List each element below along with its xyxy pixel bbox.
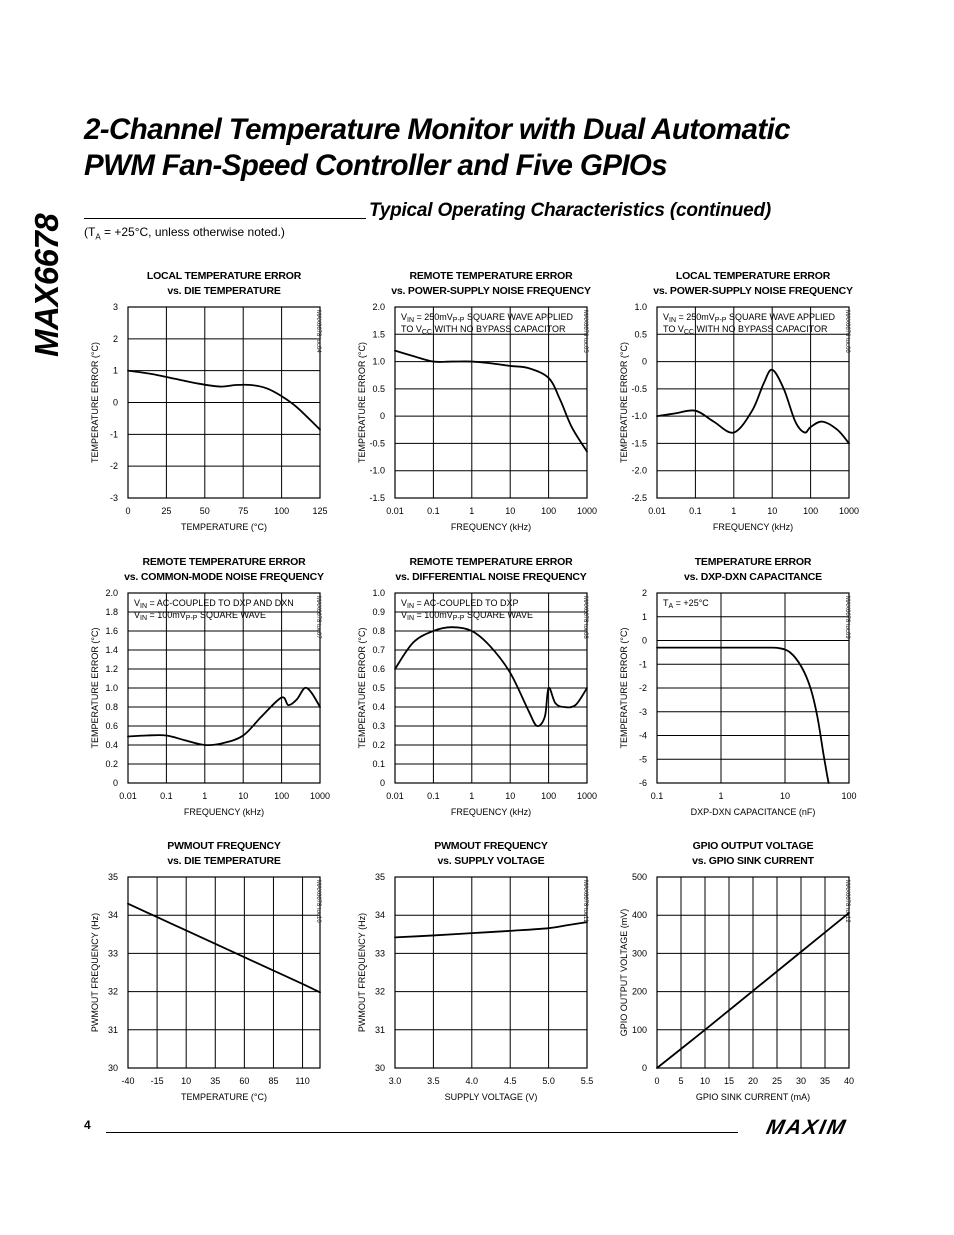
chart-title-line: GPIO OUTPUT VOLTAGE [692, 840, 814, 852]
conditions-subscript: A [95, 232, 101, 242]
y-tick-label: 0.5 [634, 329, 647, 340]
x-axis-label: TEMPERATURE (°C) [181, 522, 267, 532]
x-tick-label: 3.5 [427, 1076, 440, 1086]
x-tick-label: 10 [779, 791, 791, 801]
y-tick-label: -0.5 [631, 383, 647, 394]
y-tick-label: 1.6 [105, 626, 118, 636]
chart-title-line: vs. SUPPLY VOLTAGE [437, 855, 545, 867]
y-tick-label: 300 [631, 948, 647, 959]
y-tick-label: 0 [379, 778, 385, 788]
x-axis-label: FREQUENCY (kHz) [450, 807, 532, 817]
x-tick-label: 10 [238, 791, 249, 801]
chart-7 [90, 840, 321, 1102]
y-tick-label: 1 [641, 611, 647, 622]
x-tick-label: 5.5 [580, 1076, 594, 1086]
chart-1 [90, 270, 328, 532]
chart-title-line: LOCAL TEMPERATURE ERROR [146, 270, 302, 282]
side-part-number-text: MAX6678 [28, 213, 65, 357]
x-tick-label: 125 [312, 506, 328, 516]
y-tick-label: 35 [107, 872, 118, 882]
y-tick-label: 0.1 [372, 759, 385, 769]
annotation-line: TO $V_{CC}$ WITH NO BYPASS CAPACITOR [401, 324, 566, 336]
chart-title-line: TEMPERATURE ERROR [694, 556, 812, 568]
y-tick-label: 0 [112, 397, 118, 408]
y-axis-label: TEMPERATURE ERROR (°C) [357, 342, 367, 463]
chart-title-line: vs. COMMON-MODE NOISE FREQUENCY [124, 571, 324, 583]
x-tick-label: 10 [699, 1076, 711, 1086]
chart-title-line: REMOTE TEMPERATURE ERROR [409, 556, 573, 568]
x-tick-label: 0.1 [427, 791, 440, 801]
series-line [395, 922, 587, 937]
x-tick-label: 85 [268, 1076, 279, 1086]
x-tick-label: 4.5 [503, 1076, 517, 1086]
y-tick-label: -1 [638, 659, 647, 670]
y-axis-label: TEMPERATURE ERROR (°C) [357, 627, 367, 749]
y-tick-label: 0.3 [372, 721, 385, 731]
chart-8 [357, 840, 593, 1102]
y-tick-label: 0.5 [372, 683, 385, 693]
x-tick-label: 0.01 [119, 791, 137, 801]
x-tick-label: 5 [678, 1076, 684, 1086]
annotation-line: $V_{IN}$ = AC-COUPLED TO DXP AND DXN [134, 598, 294, 610]
y-axis-label: PWMOUT FREQUENCY (Hz) [90, 912, 100, 1033]
series-line [395, 351, 587, 452]
y-tick-label: 33 [107, 948, 118, 959]
x-tick-label: 0.01 [386, 506, 404, 516]
figure-code: MAX6678 toc10 [315, 880, 321, 923]
figure-code: MAX6678 toc08 [582, 596, 588, 639]
y-tick-label: -2.5 [631, 493, 647, 503]
x-axis-label: GPIO SINK CURRENT (mA) [695, 1092, 811, 1102]
y-tick-label: 34 [374, 910, 385, 921]
y-tick-label: 0 [112, 778, 118, 788]
x-axis-label: FREQUENCY (kHz) [712, 522, 794, 532]
y-axis-label: GPIO OUTPUT VOLTAGE (mV) [619, 908, 629, 1037]
figure-code: MAX6678 toc11 [582, 880, 588, 923]
document-title-line-2: PWM Fan-Speed Controller and Five GPIOs [84, 149, 668, 182]
x-tick-label: 25 [161, 506, 172, 516]
y-tick-label: 30 [107, 1063, 118, 1073]
annotation-line: $V_{IN} = 100mV_{P-P}$ SQUARE WAVE [134, 610, 266, 622]
y-tick-label: 0.7 [372, 645, 385, 655]
y-tick-label: 2.0 [372, 302, 385, 312]
y-tick-label: -2.0 [631, 465, 647, 476]
annotation-line: $V_{IN}$ = AC-COUPLED TO DXP [401, 598, 519, 610]
y-tick-label: 400 [631, 910, 647, 921]
x-tick-label: 75 [238, 506, 249, 516]
annotation-line: TO $V_{CC}$ WITH NO BYPASS CAPACITOR [663, 324, 828, 336]
x-tick-label: 3.0 [388, 1076, 402, 1086]
x-tick-label: 30 [795, 1076, 807, 1086]
y-tick-label: 2.0 [105, 588, 118, 598]
annotation-line: $V_{IN} = 100mV_{P-P}$ SQUARE WAVE [401, 610, 533, 622]
x-tick-label: 1 [469, 791, 475, 801]
x-tick-label: 35 [819, 1076, 831, 1086]
annotation-line: $V_{IN} = 250mV_{P-P}$ SQUARE WAVE APPLIED [663, 312, 836, 324]
y-tick-label: 200 [631, 986, 647, 997]
x-tick-label: 100 [541, 791, 557, 801]
maxim-logo [752, 1117, 860, 1137]
x-tick-label: 100 [274, 506, 290, 516]
y-tick-label: 0.6 [105, 721, 118, 731]
x-tick-label: 0.1 [427, 506, 440, 516]
figure-code: MAX6678 toc05 [582, 310, 588, 353]
x-tick-label: 0.01 [386, 791, 404, 801]
y-axis-label: PWMOUT FREQUENCY (Hz) [357, 912, 367, 1033]
x-tick-label: 5.0 [542, 1076, 555, 1086]
x-tick-label: 10 [505, 791, 516, 801]
y-tick-label: 1.5 [372, 329, 385, 340]
x-tick-label: 35 [210, 1076, 221, 1086]
figure-code: MAX6678 toc06 [844, 310, 850, 353]
y-tick-label: 35 [374, 872, 385, 882]
y-tick-label: 0.4 [372, 702, 385, 712]
chart-title-line: REMOTE TEMPERATURE ERROR [142, 556, 306, 568]
chart-title-line: PWMOUT FREQUENCY [434, 840, 548, 852]
x-tick-label: 10 [181, 1076, 192, 1086]
x-tick-label: 1 [469, 506, 475, 516]
y-tick-label: -4 [638, 730, 647, 741]
y-tick-label: 500 [631, 872, 647, 882]
y-tick-label: 1.0 [372, 356, 385, 367]
chart-title-line: vs. DXP-DXN CAPACITANCE [684, 571, 822, 583]
page-number: 4 [84, 1118, 91, 1132]
y-tick-label: -5 [638, 754, 647, 765]
annotation-line: $T_A = +25^\circ C$ [663, 598, 709, 610]
series-line [128, 688, 320, 745]
x-axis-label: TEMPERATURE (°C) [181, 1092, 267, 1102]
x-axis-label: SUPPLY VOLTAGE (V) [444, 1092, 538, 1102]
y-axis-label: TEMPERATURE ERROR (°C) [90, 627, 100, 749]
y-tick-label: 1.0 [372, 588, 385, 598]
y-tick-label: 30 [374, 1063, 385, 1073]
x-tick-label: 0.1 [689, 506, 702, 516]
y-tick-label: -1.0 [631, 411, 647, 422]
x-tick-label: 20 [747, 1076, 759, 1086]
chart-5 [357, 556, 597, 817]
chart-title-line: PWMOUT FREQUENCY [167, 840, 281, 852]
x-tick-label: 15 [723, 1076, 735, 1086]
y-tick-label: 1.2 [105, 664, 118, 674]
figure-code: MAX6678 toc07 [315, 596, 321, 639]
conditions-prefix: (T [84, 225, 96, 239]
series-line [128, 371, 320, 430]
x-tick-label: 0 [125, 506, 131, 516]
x-tick-label: 100 [841, 791, 857, 801]
x-tick-label: 40 [843, 1076, 855, 1086]
y-tick-label: 0.4 [105, 740, 118, 750]
x-tick-label: 110 [295, 1076, 310, 1086]
y-tick-label: 33 [374, 948, 385, 959]
y-tick-label: -1.5 [631, 438, 647, 449]
y-tick-label: 100 [631, 1024, 647, 1035]
x-tick-label: 0 [654, 1076, 660, 1086]
y-tick-label: -2 [109, 461, 118, 472]
y-tick-label: 31 [107, 1024, 118, 1035]
chart-6 [619, 556, 857, 817]
y-tick-label: -1.5 [369, 493, 385, 503]
x-tick-label: 100 [541, 506, 557, 516]
y-tick-label: 1.8 [105, 607, 118, 617]
x-tick-label: -15 [150, 1076, 164, 1086]
y-tick-label: 34 [107, 910, 118, 921]
y-tick-label: 0 [641, 1063, 647, 1073]
y-axis-label: TEMPERATURE ERROR (°C) [90, 342, 100, 463]
y-tick-label: 0 [641, 635, 647, 646]
x-tick-label: 1000 [576, 791, 598, 801]
x-tick-label: 10 [767, 506, 778, 516]
y-tick-label: 0.6 [372, 664, 385, 674]
chart-title-line: vs. POWER-SUPPLY NOISE FREQUENCY [653, 285, 853, 297]
document-title-line-1: 2-Channel Temperature Monitor with Dual Automatic [84, 113, 790, 146]
figure-code: MAX6678 toc09 [844, 596, 850, 639]
chart-title-line: vs. DIFFERENTIAL NOISE FREQUENCY [395, 571, 587, 583]
x-tick-label: 0.1 [160, 791, 173, 801]
series-line [395, 627, 587, 726]
conditions-suffix: = +25°C, unless otherwise noted.) [100, 225, 285, 239]
y-tick-label: -3 [109, 493, 118, 503]
chart-title-line: LOCAL TEMPERATURE ERROR [675, 270, 831, 282]
x-tick-label: 60 [239, 1076, 250, 1086]
x-tick-label: 0.1 [650, 791, 664, 801]
y-tick-label: 0 [641, 356, 647, 367]
x-axis-label: DXP-DXN CAPACITANCE (nF) [690, 807, 816, 817]
x-tick-label: 100 [274, 791, 290, 801]
maxim-logo-text: MAXIM [764, 1117, 850, 1137]
y-tick-label: -2 [638, 683, 647, 693]
series-line [657, 370, 849, 444]
y-tick-label: 1.4 [105, 645, 118, 655]
y-tick-label: 1.0 [105, 683, 118, 693]
x-tick-label: 1000 [576, 506, 598, 516]
y-tick-label: 0.8 [372, 626, 385, 636]
x-tick-label: 1000 [838, 506, 860, 516]
chart-9 [619, 840, 854, 1102]
y-tick-label: 1.0 [634, 302, 647, 312]
y-tick-label: 3 [112, 302, 118, 312]
footer-rule [106, 1132, 738, 1133]
chart-title-line: vs. GPIO SINK CURRENT [692, 855, 814, 867]
x-tick-label: 4.0 [465, 1076, 479, 1086]
y-tick-label: 31 [374, 1024, 385, 1035]
y-tick-label: -6 [638, 778, 647, 788]
chart-title-line: vs. DIE TEMPERATURE [167, 285, 281, 297]
y-tick-label: 0.2 [105, 759, 118, 769]
y-tick-label: -1.0 [369, 465, 385, 476]
y-tick-label: -3 [638, 706, 647, 717]
series-line [657, 648, 829, 783]
chart-4 [90, 556, 330, 817]
x-tick-label: 100 [803, 506, 819, 516]
y-axis-label: TEMPERATURE ERROR (°C) [619, 342, 629, 463]
y-tick-label: -0.5 [369, 438, 385, 449]
y-axis-label: TEMPERATURE ERROR (°C) [619, 627, 629, 749]
y-tick-label: 0.5 [372, 383, 385, 394]
x-tick-label: 1000 [309, 791, 331, 801]
plot-frame [395, 877, 587, 1068]
x-axis-label: FREQUENCY (kHz) [450, 522, 532, 532]
x-tick-label: 1 [731, 506, 737, 516]
chart-title-line: vs. DIE TEMPERATURE [167, 855, 281, 867]
x-tick-label: 1 [718, 791, 724, 801]
y-tick-label: 32 [374, 986, 385, 997]
chart-title-line: vs. POWER-SUPPLY NOISE FREQUENCY [391, 285, 591, 297]
y-tick-label: 0.9 [372, 607, 385, 617]
x-axis-label: FREQUENCY (kHz) [183, 807, 265, 817]
y-tick-label: 1 [112, 365, 118, 376]
y-tick-label: 2 [112, 333, 118, 344]
x-tick-label: 50 [199, 506, 210, 516]
y-tick-label: 0.2 [372, 740, 385, 750]
x-tick-label: 0.01 [648, 506, 666, 516]
chart-3 [619, 270, 859, 532]
y-tick-label: 0 [379, 411, 385, 422]
x-tick-label: -40 [121, 1076, 135, 1086]
y-tick-label: 32 [107, 986, 118, 997]
annotation-line: $V_{IN} = 250mV_{P-P}$ SQUARE WAVE APPLIED [401, 312, 574, 324]
section-heading: Typical Operating Characteristics (continued) [369, 200, 772, 221]
x-tick-label: 1 [202, 791, 208, 801]
y-tick-label: 0.8 [105, 702, 118, 712]
chart-title-line: REMOTE TEMPERATURE ERROR [409, 270, 573, 282]
figure-code: MAX6678 toc12 [844, 880, 850, 923]
y-tick-label: 2 [641, 588, 647, 598]
x-tick-label: 25 [771, 1076, 783, 1086]
chart-2 [357, 270, 597, 532]
x-tick-label: 10 [505, 506, 516, 516]
figure-code: MAX6678 toc04 [315, 310, 321, 353]
y-tick-label: -1 [109, 429, 118, 440]
